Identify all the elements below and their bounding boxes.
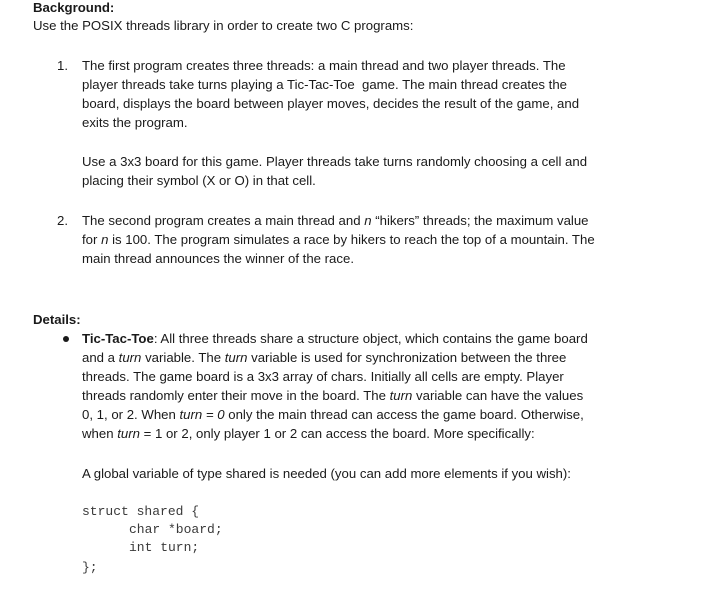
item-1-line-1: The first program creates three threads: a main thread and two player threads. The xyxy=(82,58,566,73)
details-line-3: threads. The game board is a 3x3 array of chars. Initially all cells are empty. Player xyxy=(82,369,564,384)
item-1-line-4: exits the program. xyxy=(82,115,188,130)
item-2-number: 2. xyxy=(57,213,68,228)
bullet-icon xyxy=(63,336,69,342)
item-1-line-2: player threads take turns playing a Tic-Tac-Toe game. The main thread creates the xyxy=(82,77,568,92)
details-line-2: and a turn variable. The turn variable is used for synchronization between the three xyxy=(82,350,567,365)
background-intro: Use the POSIX threads library in order to create two C programs: xyxy=(33,18,414,33)
item-1-p2-line-1: Use a 3x3 board for this game. Player threads take turns randomly choosing a cell and xyxy=(82,154,588,169)
item-2-line-2: for n is 100. The program simulates a race by hikers to reach the top of a mountain. The xyxy=(82,232,595,247)
details-line-4: threads randomly enter their move in the board. The turn variable can have the values xyxy=(82,388,584,403)
background-heading: Background: xyxy=(33,0,115,15)
item-1-p2-line-2: placing their symbol (X or O) in that cell. xyxy=(82,173,316,188)
item-1-number: 1. xyxy=(57,58,68,73)
tic-tac-toe-details xyxy=(82,329,662,443)
code-struct-line: struct shared { xyxy=(82,504,200,519)
item-2-line-3: main thread announces the winner of the race. xyxy=(82,251,354,266)
details-heading: Details: xyxy=(33,312,81,327)
code-turn-line: int turn; xyxy=(129,540,200,555)
details-line-5: 0, 1, or 2. When turn = 0 only the main thread can access the game board. Otherwise, xyxy=(82,407,584,422)
item-2-line-1: The second program creates a main thread and n “hikers” threads; the maximum value xyxy=(82,213,589,228)
code-board-line: char *board; xyxy=(129,522,223,537)
item-2-text xyxy=(82,211,662,268)
item-1-text xyxy=(82,56,662,132)
item-1-line-3: board, displays the board between player moves, decides the result of the game, and xyxy=(82,96,580,111)
global-variable-note: A global variable of type shared is needed (you can add more elements if you wish): xyxy=(82,466,571,481)
details-line-6: when turn = 1 or 2, only player 1 or 2 can access the board. More specifically: xyxy=(82,426,535,441)
details-line-1: Tic-Tac-Toe: All three threads share a structure object, which contains the game board xyxy=(82,331,588,346)
code-closing-line: }; xyxy=(82,560,98,575)
item-1-paragraph-2 xyxy=(82,152,662,190)
